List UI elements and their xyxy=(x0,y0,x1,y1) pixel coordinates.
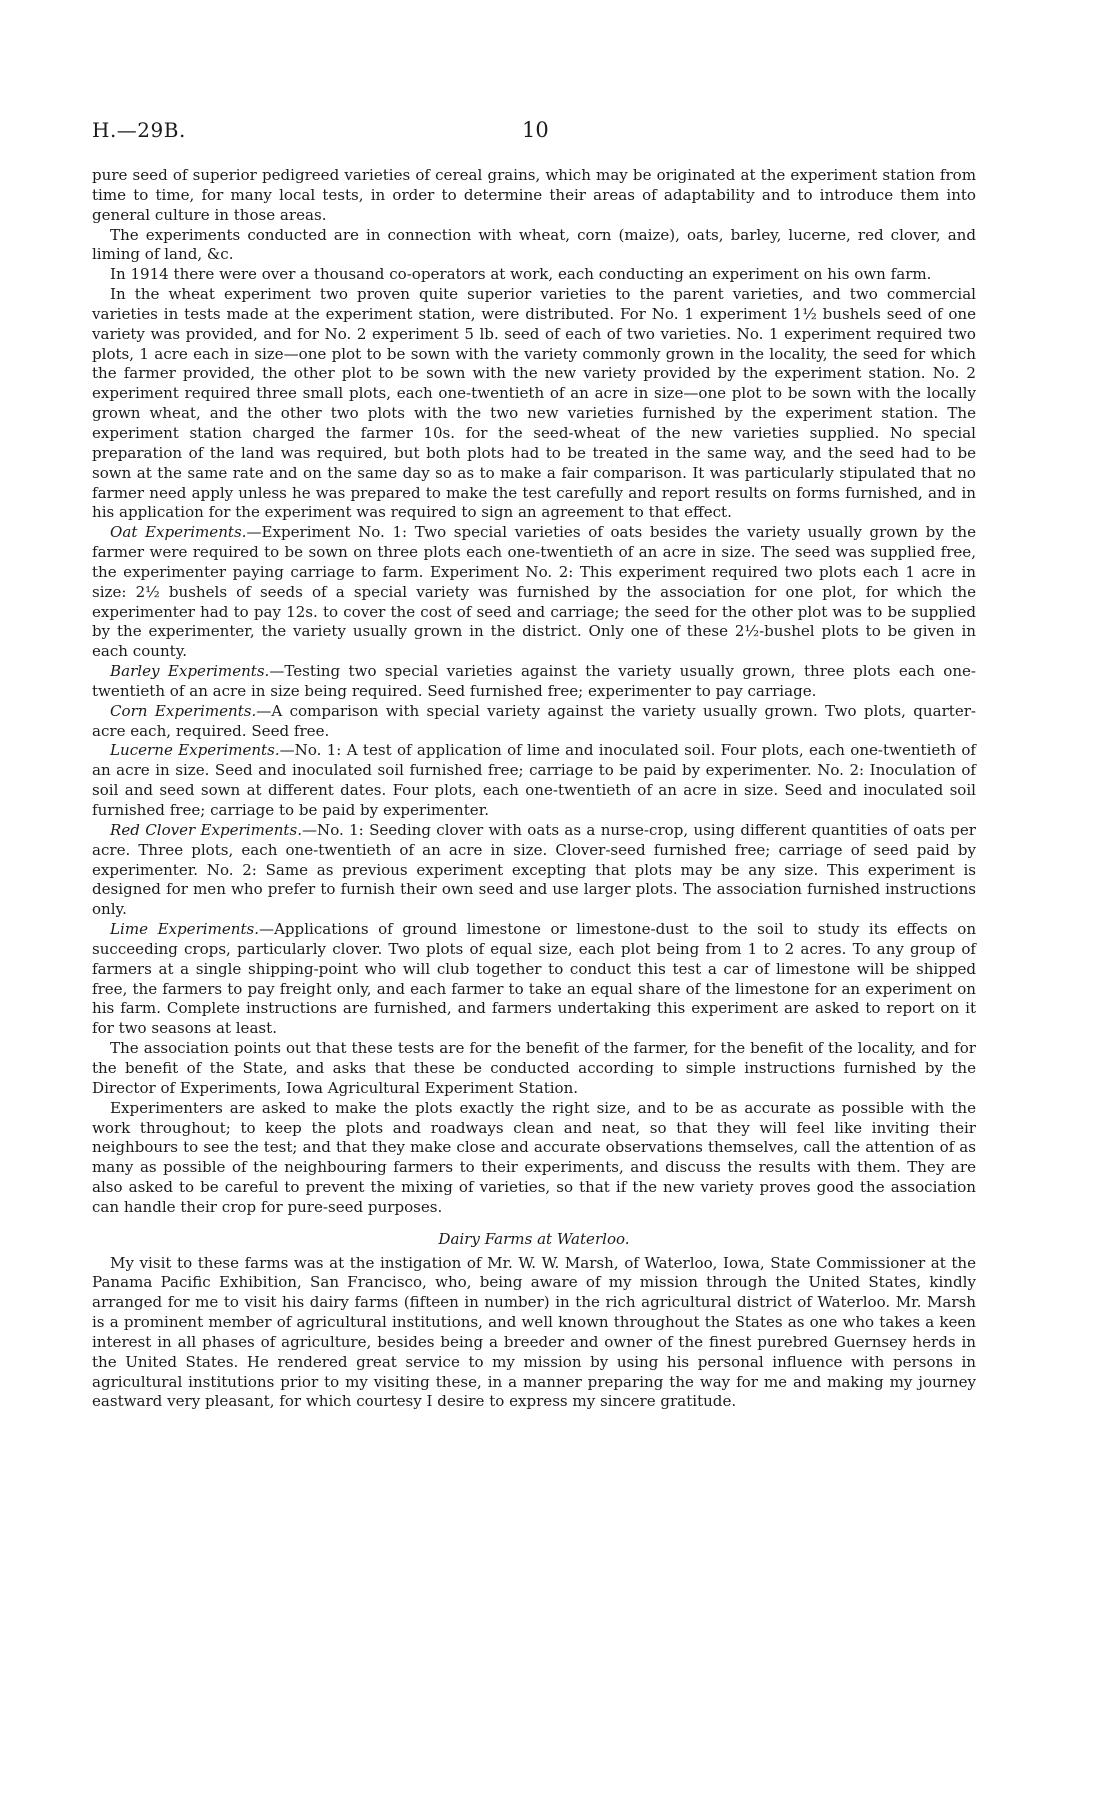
lucerne-experiments-paragraph xyxy=(92,741,976,820)
paragraph-text: In the wheat experiment two proven quite superior varieties to the parent varieties, and two commercial varieties in tests made at the experiment station, were distributed. For No. 1 experiment 1½ bushels seed of one variety was provided, and for No. 2 experiment 5 lb. seed of each of two varieties. No. 1 experiment required two plots, 1 acre each in size—one plot to be sown with the variety commonly grown in the locality, the seed for which the farmer provided, the other plot to be sown with the new variety provided by the experiment station. No. 2 experiment required three small plots, each one-twentieth of an acre in size—one plot to be sown with the locally grown wheat, and the other two plots with the two new varieties furnished by the experiment station. The experiment station charged the farmer 10s. for the seed-wheat of the new varieties supplied. No special preparation of the land was required, but both plots had to be treated in the same way, and the seed had to be sown at the same rate and on the same day so as to make a fair comparison. It was particularly stipulated that no farmer need apply unless he was prepared to make the test carefully and report results on forms furnished, and in his application for the experiment was required to sign an agreement to that effect. xyxy=(92,285,976,522)
lime-experiments-paragraph xyxy=(92,920,976,1039)
paragraph xyxy=(92,226,976,266)
page-body xyxy=(92,166,976,1412)
red-clover-experiments-paragraph xyxy=(92,821,976,920)
paragraph xyxy=(92,285,976,523)
paragraph xyxy=(92,265,976,285)
paragraph-text: —A comparison with special variety against the variety usually grown. Two plots, quarter-acre each, required. Seed free. xyxy=(92,701,977,740)
section-heading: Dairy Farms at Waterloo. xyxy=(438,1229,630,1248)
paragraph-lead: Lime Experiments. xyxy=(110,920,260,939)
paragraph xyxy=(92,166,976,226)
paragraph-text: pure seed of superior pedigreed varieties of cereal grains, which may be originated at the experiment station from time to time, for many local tests, in order to determine their areas of adaptability and to introduce them into general culture in those areas. xyxy=(92,166,976,224)
paragraph-lead: Lucerne Experiments. xyxy=(110,741,280,760)
paragraph-lead: Barley Experiments. xyxy=(110,662,270,681)
paragraph-text: —Experiment No. 1: Two special varieties of oats besides the variety usually grown by the farmer were required to be sown on three plots each one-twentieth of an acre in size. The seed was supplied free, the experimenter paying carriage to farm. Experiment No. 2: This experiment required two plots each 1 acre in size: 2½ bushels of seeds of a special variety was furnished by the association for one plot, for which the experimenter had to pay 12s. to cover the cost of seed and carriage; the seed for the other plot was to be supplied by the experimenter, the variety usually grown in the district. Only one of these 2½-bushel plots to be given in each county. xyxy=(92,523,976,661)
paragraph-lead: Corn Experiments. xyxy=(110,701,257,720)
paragraph-text: —Applications of ground limestone or limestone-dust to the soil to study its effects on succeeding crops, particularly clover. Two plots of equal size, each plot being from 1 to 2 acres. To any group of farmers at a single shipping-point who will club together to conduct this test a car of limestone will be shipped free, the farmers to pay freight only, and each farmer to take an equal share of the limestone for an experiment on his farm. Complete instructions are furnished, and farmers undertaking this experiment are asked to report on it for two seasons at least. xyxy=(92,920,977,1038)
paragraph-text: The experiments conducted are in connection with wheat, corn (maize), oats, barley, lucerne, red clover, and liming of land, &c. xyxy=(92,225,976,264)
page-header xyxy=(92,118,992,148)
section-paragraph xyxy=(92,1254,976,1413)
barley-experiments-paragraph xyxy=(92,662,976,702)
oat-experiments-paragraph xyxy=(92,523,976,662)
paragraph-lead: Oat Experiments. xyxy=(110,523,247,542)
paragraph xyxy=(92,1099,976,1218)
paragraph-text: In 1914 there were over a thousand co-operators at work, each conducting an experiment on his own farm. xyxy=(110,265,932,284)
paragraph-text: —Testing two special varieties against the variety usually grown, three plots each one-twentieth of an acre in size being required. Seed furnished free; experimenter to pay carriage. xyxy=(92,662,976,700)
paragraph-text: Experimenters are asked to make the plots exactly the right size, and to be as accurate as possible with the work throughout; to keep the plots and roadways clean and neat, so that they will feel like inviting their neighbours to see the test; and that they make close and accurate observations themselves, call the attention of as many as possible of the neighbouring farmers to their experiments, and discuss the results with them. They are also asked to be careful to prevent the mixing of varieties, so that if the new variety proves good the association can handle their crop for pure-seed purposes. xyxy=(92,1098,976,1216)
paragraph xyxy=(92,1039,976,1099)
corn-experiments-paragraph xyxy=(92,702,976,742)
paragraph-text: The association points out that these tests are for the benefit of the farmer, for the benefit of the locality, and for the benefit of the State, and asks that these be conducted according to simple instructions furnished by the Director of Experiments, Iowa Agricultural Experiment Station. xyxy=(92,1039,976,1097)
paragraph-text: My visit to these farms was at the instigation of Mr. W. W. Marsh, of Waterloo, Iowa, State Commissioner at the Panama Pacific Exhibition, San Francisco, who, being aware of my mission through the United States, kindly arranged for me to visit his dairy farms (fifteen in number) in the rich agricultural district of Waterloo. Mr. Marsh is a prominent member of agricultural institutions, and well known throughout the States as one who takes a keen interest in all phases of agriculture, besides being a breeder and owner of the finest purebred Guernsey herds in the United States. He rendered great service to my mission by using his personal influence with persons in agricultural institutions prior to my visiting these, in a manner preparing the way for me and making my journey eastward very pleasant, for which courtesy I desire to express my sincere gratitude. xyxy=(92,1253,976,1411)
paragraph-lead: Red Clover Experiments. xyxy=(110,820,302,839)
paragraph-text: —No. 1: A test of application of lime and inoculated soil. Four plots, each one-twentieth of an acre in size. Seed and inoculated soil furnished free; carriage to be paid by experimenter. No. 2: Inoculation of soil and seed sown at different dates. Four plots, each one-twentieth of an acre in size. Seed and inoculated soil furnished free; carriage to be paid by experimenter. xyxy=(92,741,976,819)
paragraph-text: —No. 1: Seeding clover with oats as a nurse-crop, using different quantities of oats per acre. Three plots, each one-twentieth of an acre in size. Clover-seed furnished free; carriage of seed paid by experimenter. No. 2: Same as previous experiment excepting that plots may be any size. This experiment is designed for men who prefer to furnish their own seed and use larger plots. The association furnished instructions only. xyxy=(92,820,976,919)
document-reference: H.—29B. xyxy=(92,118,186,142)
page-number: 10 xyxy=(522,118,549,142)
